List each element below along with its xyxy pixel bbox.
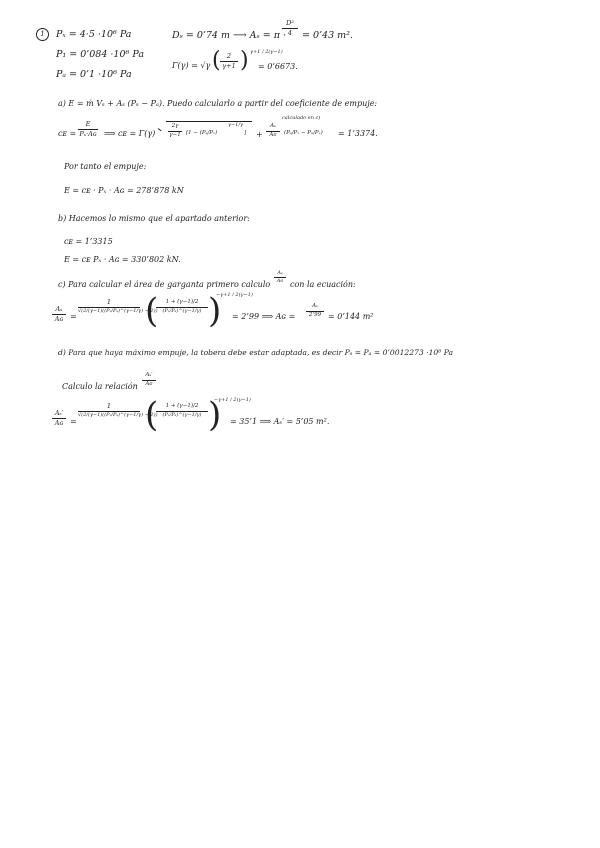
ce-fraction: E Pₓ·Aɢ xyxy=(79,120,97,138)
d-equals: = xyxy=(70,417,77,426)
d-paren-fraction: 1 + (γ−1)/2 (Pₓ/Pₛ)^(γ−1/γ) xyxy=(156,404,208,418)
c-result-mid: = 2’99 ⟹ Aɢ = xyxy=(232,312,296,321)
ds-fraction: D² 4 xyxy=(282,20,298,37)
ce-root-body: [1 − (Pₛ/Pₓ) xyxy=(186,130,218,136)
ce-root-close: ] xyxy=(244,130,247,136)
ce-lhs: cᴇ = xyxy=(58,129,77,138)
part-a-intro: a) E = ṁ Vₛ + Aₛ (Pₛ − Pₐ). Puedo calcularlo a partir del coeficiente de empuje: xyxy=(58,99,378,108)
part-d-line2-fraction: Aₛ′ Aɢ xyxy=(142,373,156,388)
part-d-line2: Calculo la relación xyxy=(62,382,138,391)
given-pc: Pₓ = 4·5 ·10⁶ Pa xyxy=(56,29,132,40)
d-big-fraction: 1 √(2/(γ−1)((Pₓ/Pₛ)^(γ−1/γ) − 1)) xyxy=(78,402,158,418)
as-ag-fraction: Aₛ Aɢ xyxy=(266,124,280,139)
gamma-function: Γ(γ) = √γ xyxy=(172,61,211,70)
given-ds: Dₛ = 0’74 m ⟶ Aₛ = π · xyxy=(172,30,286,41)
d-close-paren: ) xyxy=(208,395,222,435)
c-big-fraction: 1 √(2/(γ−1)((Pₓ/Pₛ)^(γ−1/γ) − 1)) xyxy=(78,298,158,314)
ce-plus: + xyxy=(256,130,263,139)
part-b-intro: b) Hacemos lo mismo que el apartado anterior: xyxy=(58,214,250,223)
part-c-intro-end: con la ecuación: xyxy=(290,280,356,289)
part-c-intro-fraction: Aₛ Aɢ xyxy=(274,271,286,285)
c-lhs-fraction: Aₛ Aɢ xyxy=(52,306,66,323)
gamma-fraction: 2 γ+1 xyxy=(220,53,238,70)
c-paren-fraction: 1 + (γ−1)/2 (Pₓ/Pₛ)^(γ−1/γ) xyxy=(156,300,208,314)
ce-root-fraction: 2γ γ−1 xyxy=(169,123,181,138)
gamma-open-paren: ( xyxy=(212,48,221,73)
por-tanto: Por tanto el empuje: xyxy=(64,162,147,171)
part-a-note: calculado en c) xyxy=(282,115,321,121)
problem-number: 1 xyxy=(36,28,49,41)
c-result: = 0’144 m² xyxy=(328,312,374,321)
ce-mid: ⟹ cᴇ = Γ(γ) xyxy=(104,129,156,138)
ce-root-exp: γ−1/γ xyxy=(228,122,244,128)
gamma-close-paren: ) xyxy=(240,48,249,73)
d-result: = 35’1 ⟹ Aₛ′ = 5’05 m². xyxy=(230,417,330,426)
part-d-intro: d) Para que haya máximo empuje, la tobera debe estar adaptada, es decir Pₛ = Pₐ = 0’0012273 ·10⁶ Pa xyxy=(58,348,453,357)
given-pi: P₁ = 0’084 ·10⁶ Pa xyxy=(56,49,144,60)
ce-result: = 1’3374. xyxy=(338,129,378,138)
pp-body: (Pₛ/Pₓ − Pₐ/Pₓ) xyxy=(284,130,323,136)
ds-result: = 0’43 m². xyxy=(302,30,353,41)
gamma-exponent: γ+1 / 2(γ−1) xyxy=(250,49,283,55)
part-c-intro: c) Para calcular el área de garganta primero calculo xyxy=(58,280,271,289)
given-pa: Pₐ = 0’1 ·10⁶ Pa xyxy=(56,69,132,80)
gamma-result: = 0’6673. xyxy=(258,62,298,71)
part-a-empuje: E = cᴇ · Pₓ · Aɢ = 278’878 kN xyxy=(64,186,184,195)
d-open-paren: ( xyxy=(145,395,159,435)
c-equals: = xyxy=(70,312,77,321)
part-b-ce: cᴇ = 1’3315 xyxy=(64,237,113,246)
d-lhs-fraction: Aₛ′ Aɢ xyxy=(52,410,66,427)
c-exponent: −γ+1 / 2(γ−1) xyxy=(216,292,253,298)
d-exponent: −γ+1 / 2(γ−1) xyxy=(214,397,251,403)
c-open-paren: ( xyxy=(145,291,159,331)
part-b-empuje: E = cᴇ Pₓ · Aɢ = 330’802 kN. xyxy=(64,255,181,264)
c-result-fraction: Aₛ 2’99 xyxy=(306,304,324,319)
c-close-paren: ) xyxy=(208,291,222,331)
